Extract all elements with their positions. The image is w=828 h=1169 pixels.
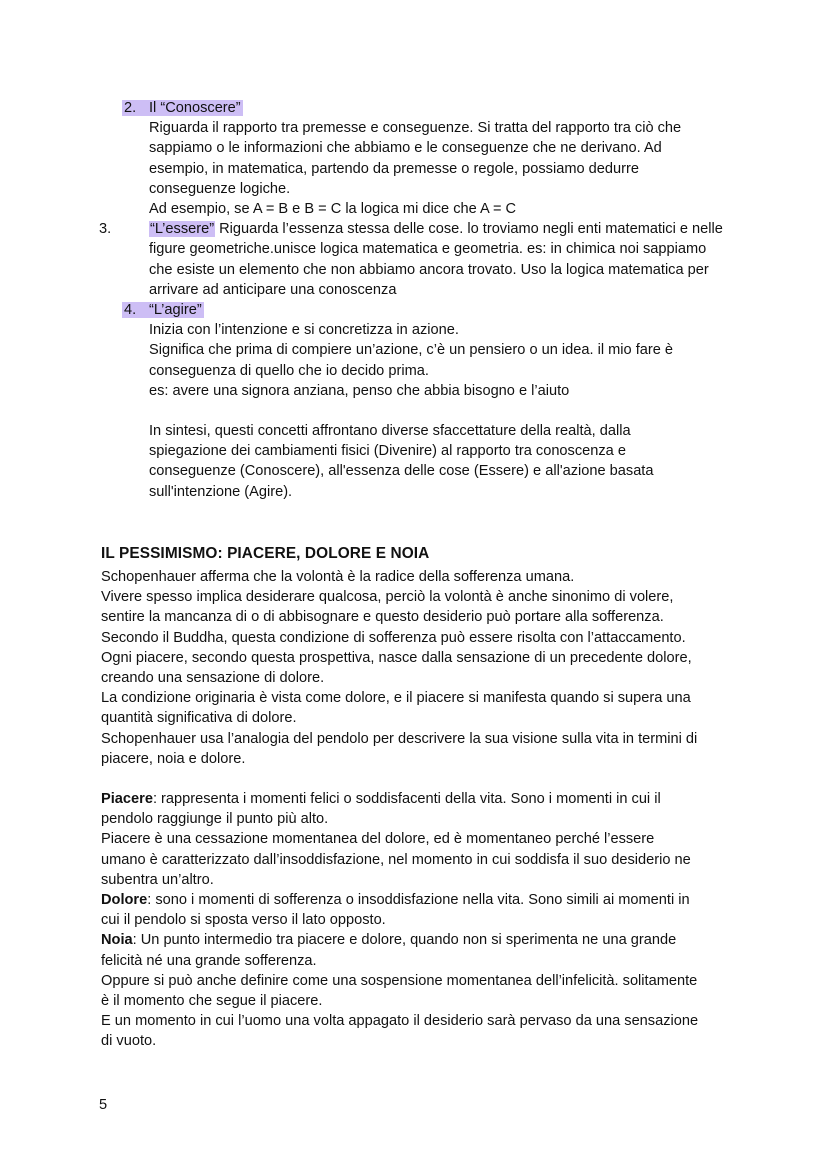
text-line: esempio, in matematica, partendo da premesse o regole, possiamo dedurre	[149, 160, 639, 177]
term-dolore: Dolore	[101, 892, 148, 909]
definition-text: : sono i momenti di sofferenza o insoddisfazione nella vita. Sono simili ai momenti in	[147, 892, 690, 909]
list-item-conoscere	[124, 98, 724, 219]
text-line: Ad esempio, se A = B e B = C la logica mi dice che A = C	[149, 201, 517, 218]
spacer	[101, 769, 741, 789]
text-line: Inizia con l’intenzione e si concretizza in azione.	[149, 322, 459, 339]
text-line: Piacere è una cessazione momentanea del dolore, ed è momentaneo perché l’essere	[101, 831, 655, 848]
numbered-list	[99, 98, 724, 502]
section-heading: IL PESSIMISMO: PIACERE, DOLORE E NOIA	[101, 545, 430, 562]
definition-piacere	[101, 789, 741, 809]
text-line: sentire la mancanza di o di abbisognare e questo desiderio può portare alla sofferenza.	[101, 609, 664, 626]
text-line: Oppure si può anche definire come una sospensione momentanea dell’infelicità. solitamente	[101, 972, 698, 989]
definition-dolore	[101, 890, 741, 910]
text-line: Vivere spesso implica desiderare qualcosa, perciò la volontà è anche sinonimo di volere,	[101, 589, 674, 606]
list-item-title: Il “Conoscere”	[149, 100, 241, 116]
text-line: Significa che prima di compiere un’azione, c’è un pensiero o un idea. il mio fare è	[149, 342, 674, 359]
summary-line: sull'intenzione (Agire).	[149, 483, 293, 500]
definition-noia	[101, 930, 741, 950]
text-line: pendolo raggiunge il punto più alto.	[101, 811, 329, 828]
list-item-body	[124, 118, 724, 219]
page-number: 5	[99, 1097, 108, 1113]
text-line: umano è caratterizzato dall’insoddisfazione, nel momento in cui soddisfa il suo desiderio ne	[101, 851, 691, 868]
list-item-heading	[124, 300, 724, 320]
text-line: E un momento in cui l’uomo una volta appagato il desiderio sarà pervaso da una sensazione	[101, 1013, 699, 1030]
summary-line: spiegazione dei cambiamenti fisici (Divenire) al rapporto tra conoscenza e	[149, 443, 626, 460]
text-line: felicità né una grande sofferenza.	[101, 952, 317, 969]
text-line: conseguenza di quello che io decido prima.	[149, 362, 429, 379]
list-number: 2.	[124, 100, 137, 116]
summary-line: In sintesi, questi concetti affrontano diverse sfaccettature della realtà, dalla	[149, 423, 631, 440]
list-item-agire	[124, 300, 724, 502]
highlighted-heading	[122, 302, 204, 318]
text-line: piacere, noia e dolore.	[101, 750, 246, 767]
text-line: Ogni piacere, secondo questa prospettiva, nasce dalla sensazione di un precedente dolore,	[101, 649, 692, 666]
text-line: subentra un’altro.	[101, 871, 214, 888]
list-item-title: “L’agire”	[149, 302, 202, 319]
list-item-text: Riguarda l’essenza stessa delle cose. lo troviamo negli enti matematici e nelle figure geometriche.unisce logica matematica e geometria. es: in chimica noi sappiamo che esiste un elemento che non abbiamo ancora trovato. Uso la logica matematica per arrivare ad anticipare una conoscenza	[149, 221, 723, 298]
spacer	[149, 401, 724, 421]
definition-text: : rappresenta i momenti felici o soddisfacenti della vita. Sono i momenti in cui il	[152, 791, 661, 808]
text-line: sappiamo o le informazioni che abbiamo e le conseguenze che ne derivano. Ad	[149, 140, 662, 157]
text-line: cui il pendolo si sposta verso il lato opposto.	[101, 912, 386, 929]
list-item-essere	[99, 219, 724, 300]
text-line: Schopenhauer afferma che la volontà è la radice della sofferenza umana.	[101, 569, 575, 585]
list-item-body	[124, 320, 724, 502]
term-noia: Noia	[101, 932, 133, 949]
definition-text: : Un punto intermedio tra piacere e dolore, quando non si sperimenta ne una grande	[132, 932, 677, 949]
text-line: creando una sensazione di dolore.	[101, 670, 325, 687]
text-line: conseguenze logiche.	[149, 180, 291, 197]
highlighted-heading	[122, 100, 243, 116]
list-number: 4.	[124, 302, 137, 319]
term-piacere: Piacere	[101, 791, 153, 808]
list-item-heading	[124, 98, 724, 118]
text-line: Riguarda il rapporto tra premesse e conseguenze. Si tratta del rapporto tra ciò che	[149, 120, 682, 137]
text-line: Schopenhauer usa l’analogia del pendolo per descrivere la sua visione sulla vita in termini di	[101, 730, 698, 747]
text-line: La condizione originaria è vista come dolore, e il piacere si manifesta quando si supera una	[101, 690, 691, 707]
text-line: quantità significativa di dolore.	[101, 710, 297, 727]
text-line: di vuoto.	[101, 1033, 157, 1050]
summary-line: conseguenze (Conoscere), all'essenza delle cose (Essere) e all'azione basata	[149, 463, 654, 480]
pessimismo-section	[101, 543, 741, 1052]
text-line: è il momento che segue il piacere.	[101, 993, 323, 1010]
list-item-title: “L’essere”	[150, 221, 215, 238]
text-line: es: avere una signora anziana, penso che abbia bisogno e l’aiuto	[149, 382, 570, 399]
list-number: 3.	[99, 221, 112, 238]
text-line: Secondo il Buddha, questa condizione di sofferenza può essere risolta con l’attaccamento.	[101, 629, 686, 646]
